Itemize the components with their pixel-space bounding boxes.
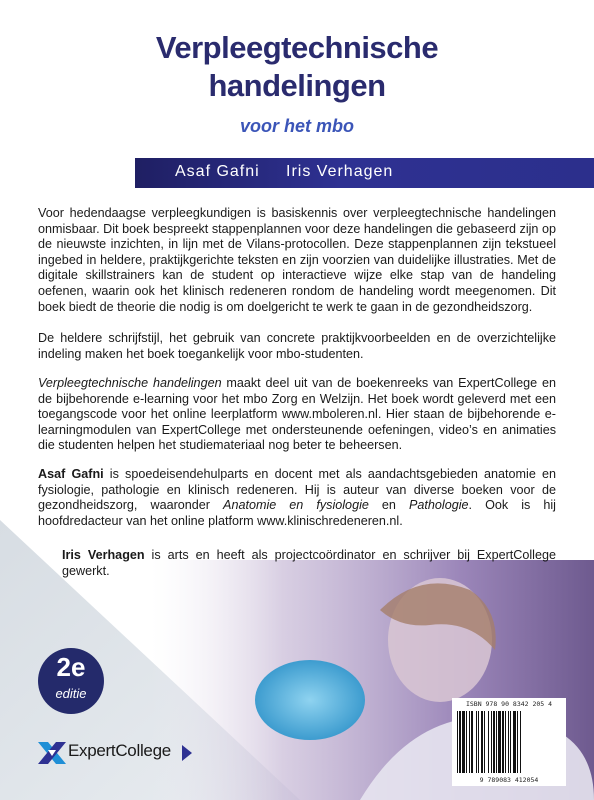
publisher-name: ExpertCollege bbox=[68, 741, 171, 760]
isbn-label: ISBN 978 90 8342 205 4 bbox=[465, 700, 553, 708]
author-name: Iris Verhagen bbox=[286, 163, 394, 180]
book-title-line1: Verpleegtechnische bbox=[155, 30, 439, 65]
series-paragraph bbox=[38, 376, 556, 454]
author-bio-name: Asaf Gafni bbox=[38, 467, 104, 481]
description-paragraph: De heldere schrijfstijl, het gebruik van concrete praktijkvoorbeelden en de overzichtelijke indeling maken het boek toegankelijk voor mbo-studenten. bbox=[38, 331, 556, 361]
paragraph-text: maakt deel uit van de boekenreeks van ExpertCollege en de bijbehorende e-learning voor het mbo Zorg en Welzijn. Het boek wordt geleverd met een toegangscode voor het online leerplatform www.mboleren.nl. Hier staan de bijbehorende e-learningmodulen van ExpertCollege met ondersteunende oefeningen, video’s en animaties die studenten helpen het studiemateriaal nog beter te beheersen. bbox=[38, 376, 556, 453]
publisher-logo bbox=[36, 736, 196, 770]
edition-number: 2e bbox=[56, 652, 86, 682]
barcode-digits: 9 789083 412054 bbox=[479, 776, 539, 784]
author-bio-paragraph bbox=[62, 548, 556, 579]
book-title-reference: Verpleegtechnische handelingen bbox=[38, 376, 222, 390]
chevron-right-icon bbox=[182, 745, 192, 761]
photo-blue-glove bbox=[255, 660, 365, 740]
paragraph-text: en bbox=[368, 498, 409, 513]
authors-banner bbox=[135, 158, 594, 188]
barcode-bars bbox=[456, 711, 562, 773]
author-bio-name: Iris Verhagen bbox=[62, 548, 145, 562]
edition-label: editie bbox=[55, 686, 87, 701]
paragraph-text: . Ook is hij hoofdredacteur van het online platform www.klinischredeneren.nl. bbox=[38, 498, 556, 528]
author-bio-paragraph bbox=[38, 467, 556, 529]
book-subtitle: voor het mbo bbox=[239, 116, 354, 136]
book-title-reference: Pathologie bbox=[409, 498, 469, 513]
description-paragraph: Voor hedendaagse verpleegkundigen is basiskennis over verpleegtechnische handelingen onmisbaar. Dit boek bespreekt stappenplannen voor deze handelingen die gebaseerd zijn op de nieuwste inzichten, in lijn met de Vilans-protocollen. Deze stappenplannen zijn tekstueel ingebed in heldere, praktijkgerichte teksten en zijn voorzien van duidelijke illustraties. Met de digitale skillstrainers kan de student op interactieve wijze elke stap van de handeling oefenen, waarin ook het klinisch redeneren rondom de handeling wordt meegenomen. Dit boek biedt de theorie die nodig is om doelgericht te werk te gaan in de gezondheidszorg. bbox=[38, 206, 556, 314]
author-name: Asaf Gafni bbox=[175, 163, 260, 180]
isbn-barcode bbox=[452, 698, 566, 786]
book-title-line2: handelingen bbox=[208, 68, 386, 103]
paragraph-text: is arts en heeft als projectcoördinator en schrijver bij ExpertCollege gewerkt. bbox=[62, 548, 556, 578]
book-title-reference: Anatomie en fysiologie bbox=[223, 498, 369, 513]
edition-badge bbox=[38, 648, 104, 714]
expertcollege-x-icon bbox=[36, 736, 68, 770]
paragraph-text: is spoedeisendehulparts en docent met als aandachtsgebieden anatomie en fysiologie, pathologie en klinisch redeneren. Hij is auteur van diverse boeken voor de gezondheidszorg, waaronder bbox=[38, 467, 556, 513]
